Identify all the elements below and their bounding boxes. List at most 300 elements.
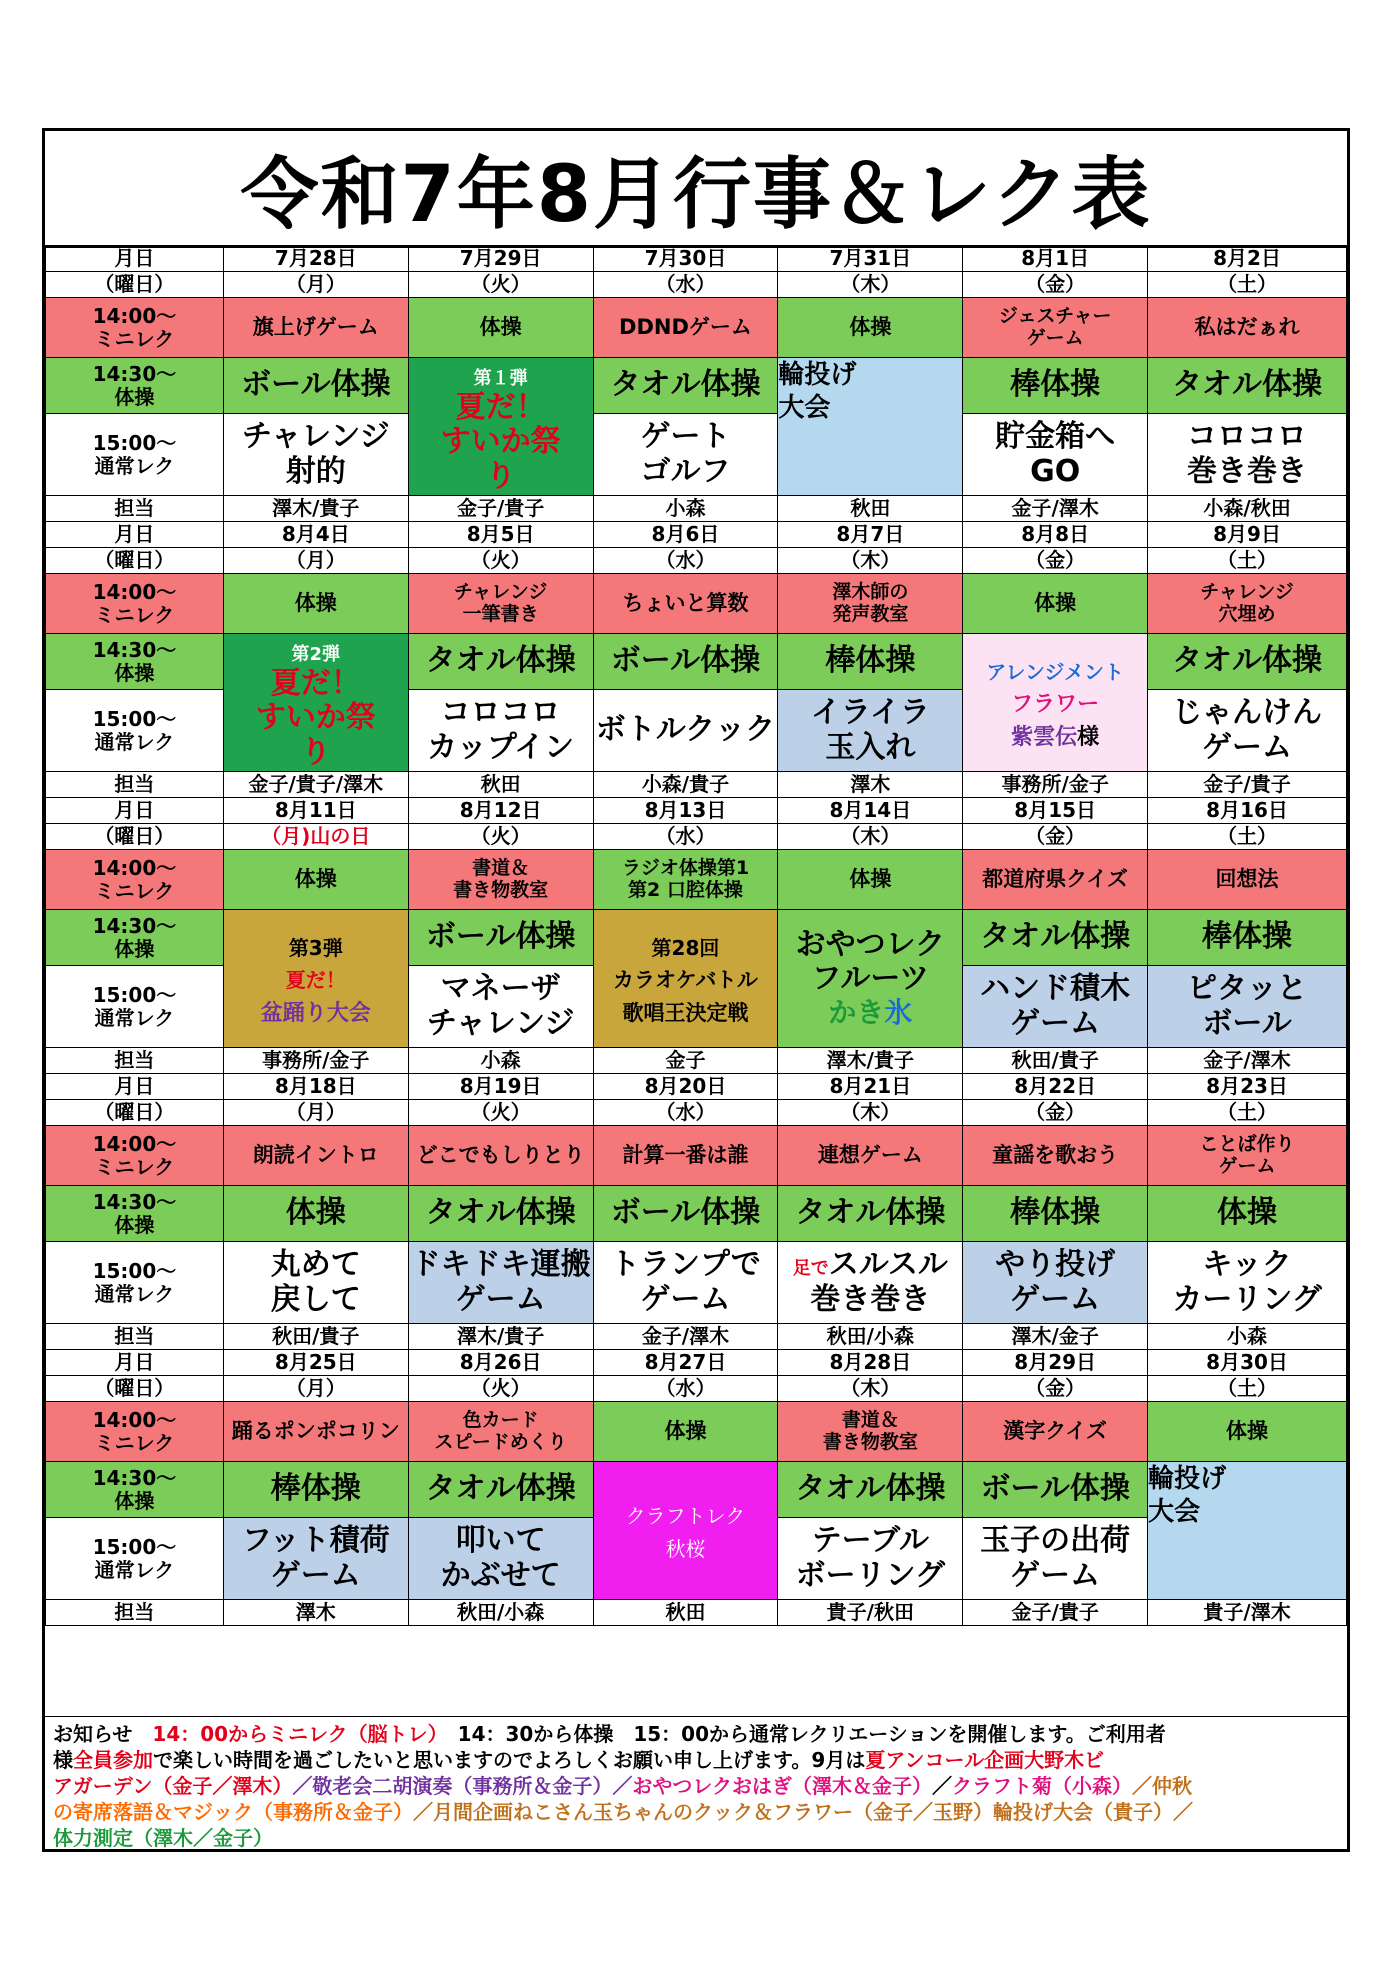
- cell-text: ボトルクック: [595, 712, 776, 748]
- schedule-cell: [963, 246, 1148, 272]
- cell-text: チャレンジ 射的: [241, 419, 390, 489]
- schedule-cell: [408, 1048, 593, 1074]
- cell-text: 7月30日: [644, 246, 727, 270]
- cell-text: 輪投げ 大会: [1148, 1464, 1227, 1527]
- cell-text: （火）: [470, 272, 531, 296]
- schedule-cell: [963, 1074, 1148, 1100]
- schedule-cell: [408, 966, 593, 1048]
- row-label: [46, 548, 224, 574]
- schedule-row: [46, 548, 1347, 574]
- schedule-cell: [223, 246, 408, 272]
- schedule-cell: [1148, 246, 1347, 272]
- cell-text: ボール体操: [980, 1471, 1130, 1507]
- cell-text: かき: [828, 995, 885, 1029]
- schedule-row: [46, 522, 1347, 548]
- row-label: [46, 824, 224, 850]
- cell-text: 体操: [294, 867, 337, 892]
- cell-text: （水）: [655, 824, 716, 848]
- cell-text: タオル体操: [980, 919, 1131, 955]
- schedule-cell: [408, 1242, 593, 1324]
- schedule-cell: [223, 798, 408, 824]
- schedule-cell: [963, 798, 1148, 824]
- schedule-cell: [778, 1518, 963, 1600]
- cell-text: 8月30日: [1206, 1350, 1288, 1374]
- cell-text: （曜日）: [94, 1100, 175, 1124]
- row-label: [46, 1402, 224, 1462]
- schedule-row: [46, 1462, 1347, 1518]
- cell-text: おやつレク: [795, 926, 946, 962]
- cell-text: 14:30～ 体操: [92, 913, 177, 961]
- cell-text: 14:30～ 体操: [92, 1189, 177, 1237]
- cell-text: （水）: [655, 1376, 716, 1400]
- schedule-cell: [1148, 910, 1347, 966]
- schedule-row: [46, 1100, 1347, 1126]
- cell-text: （土）: [1217, 548, 1278, 572]
- schedule-cell: [223, 522, 408, 548]
- cell-text: じゃんけん ゲーム: [1172, 695, 1323, 765]
- cell-text: やり投げ ゲーム: [995, 1247, 1116, 1317]
- cell-text: 書道＆ 書き物教室: [453, 856, 549, 901]
- cell-text: 澤木/金子: [1011, 1324, 1099, 1348]
- cell-text: 氷: [884, 995, 913, 1029]
- cell-text: 棒体操: [825, 643, 916, 679]
- notice-text: 夏アンコール企画大野木ビ: [865, 1748, 1105, 1772]
- cell-text: 14:00～ ミニレク: [92, 855, 177, 903]
- schedule-cell: [778, 1324, 963, 1350]
- cell-text: 都道府県クイズ: [982, 867, 1129, 892]
- cell-text: マネーザ チャレンジ: [426, 971, 575, 1041]
- cell-text: 体操: [479, 315, 522, 340]
- notice-text: 14：30から体操 15：00から通常レクリエーションを開催します。ご利用者: [437, 1722, 1166, 1746]
- cell-text: （水）: [655, 272, 716, 296]
- cell-text: 旗上げゲーム: [252, 315, 379, 340]
- schedule-row: [46, 798, 1347, 824]
- cell-text: 15:00～ 通常レク: [92, 982, 177, 1030]
- notice-text: の寄席落語＆マジック（事務所＆金子）: [53, 1800, 413, 1824]
- notice-text: ／敬老会二胡演奏（事務所＆金子）／: [292, 1774, 633, 1798]
- schedule-cell: [408, 358, 593, 496]
- cell-text: 漢字クイズ: [1003, 1419, 1108, 1444]
- cell-text: （月）: [285, 1100, 346, 1124]
- schedule-cell: [223, 772, 408, 798]
- cell-text: 澤木: [295, 1600, 336, 1624]
- cell-text: （火）: [470, 1100, 531, 1124]
- cell-text: 担当: [114, 1324, 155, 1348]
- schedule-cell: [1148, 690, 1347, 772]
- schedule-cell: [223, 1402, 408, 1462]
- cell-text: 秋田: [665, 1600, 706, 1624]
- schedule-cell: [778, 690, 963, 772]
- notice-text: ／: [932, 1774, 953, 1798]
- cell-text: 金子/澤木: [1011, 496, 1099, 520]
- notice-text: 体力測定（澤木／金子）: [53, 1826, 273, 1850]
- schedule-cell: [593, 358, 778, 414]
- schedule-cell: [963, 1048, 1148, 1074]
- schedule-cell: [408, 246, 593, 272]
- schedule-row: [46, 1048, 1347, 1074]
- cell-text: 朗読イントロ: [252, 1143, 379, 1168]
- schedule-cell: [408, 1324, 593, 1350]
- cell-text: 体操: [294, 591, 337, 616]
- schedule-cell: [223, 1048, 408, 1074]
- schedule-cell: [963, 1402, 1148, 1462]
- schedule-cell: [223, 1186, 408, 1242]
- schedule-cell: [1148, 798, 1347, 824]
- cell-text: 15:00～ 通常レク: [92, 1534, 177, 1582]
- cell-text: コロコロ カップイン: [427, 695, 575, 765]
- cell-text: 8月21日: [829, 1074, 912, 1098]
- cell-text: （土）: [1217, 824, 1278, 848]
- schedule-cell: [408, 824, 593, 850]
- row-label: [46, 1126, 224, 1186]
- schedule-cell: [223, 1324, 408, 1350]
- schedule-row: [46, 850, 1347, 910]
- schedule-cell: [778, 1126, 963, 1186]
- cell-text: DDNDゲーム: [619, 315, 752, 340]
- cell-text: フラワー: [1011, 692, 1100, 718]
- notice-text: 全員参加: [73, 1748, 153, 1772]
- cell-text: 月日: [114, 1350, 155, 1374]
- schedule-cell: [963, 1462, 1148, 1518]
- cell-text: 回想法: [1215, 867, 1279, 892]
- cell-text: 輪投げ 大会: [778, 360, 857, 423]
- row-label: [46, 574, 224, 634]
- schedule-cell: [593, 298, 778, 358]
- cell-text: 秋田/貴子: [272, 1324, 360, 1348]
- cell-text: キック カーリング: [1172, 1247, 1322, 1317]
- cell-text: 8月9日: [1213, 522, 1281, 546]
- schedule-cell: [593, 634, 778, 690]
- cell-text: ボール体操: [610, 643, 761, 679]
- cell-text: タオル体操: [1172, 367, 1323, 403]
- cell-text: タオル体操: [795, 1471, 946, 1507]
- schedule-cell: [223, 1242, 408, 1324]
- cell-text: （月)山の日: [261, 824, 371, 848]
- cell-text: ピタッと ボール: [1187, 971, 1308, 1041]
- cell-text: 14:00～ ミニレク: [92, 303, 177, 351]
- schedule-cell: [778, 496, 963, 522]
- cell-text: （木）: [840, 824, 901, 848]
- schedule-cell: [593, 414, 778, 496]
- schedule-cell: [593, 1126, 778, 1186]
- cell-text: （火）: [470, 1376, 531, 1400]
- schedule-cell: [1148, 1462, 1347, 1600]
- cell-text: （木）: [840, 1100, 901, 1124]
- row-label: [46, 690, 224, 772]
- schedule-cell: [963, 414, 1148, 496]
- cell-text: 玉子の出荷 ゲーム: [980, 1523, 1131, 1593]
- schedule-cell: [1148, 1126, 1347, 1186]
- cell-text: （水）: [655, 548, 716, 572]
- cell-text: 8月19日: [459, 1074, 542, 1098]
- cell-text: 叩いて かぶせて: [440, 1523, 561, 1593]
- schedule-cell: [778, 1402, 963, 1462]
- schedule-cell: [408, 798, 593, 824]
- cell-text: ことば作り ゲーム: [1199, 1132, 1295, 1177]
- schedule-cell: [593, 1242, 778, 1324]
- cell-text: 第１弾: [473, 367, 528, 389]
- row-label: [46, 414, 224, 496]
- schedule-cell: [593, 1376, 778, 1402]
- cell-text: 体操: [1217, 1195, 1278, 1231]
- cell-text: 金子/貴子/澤木: [248, 772, 384, 796]
- schedule-cell: [408, 1100, 593, 1126]
- row-label: [46, 634, 224, 690]
- cell-text: タオル体操: [610, 367, 761, 403]
- row-label: [46, 272, 224, 298]
- schedule-cell: [223, 548, 408, 574]
- schedule-cell: [1148, 358, 1347, 414]
- schedule-cell: [593, 574, 778, 634]
- schedule-cell: [593, 1402, 778, 1462]
- cell-text: 体操: [1034, 591, 1077, 616]
- cell-text: 14:00～ ミニレク: [92, 1131, 177, 1179]
- row-label: [46, 1518, 224, 1600]
- schedule-cell: [223, 824, 408, 850]
- schedule-cell: [593, 1324, 778, 1350]
- schedule-cell: [408, 1376, 593, 1402]
- cell-text: アレンジメント: [986, 660, 1124, 685]
- cell-text: 8月6日: [651, 522, 720, 546]
- schedule-cell: [593, 1048, 778, 1074]
- schedule-row: [46, 910, 1347, 966]
- cell-text: 8月29日: [1014, 1350, 1097, 1374]
- cell-text: （金）: [1025, 1376, 1086, 1400]
- notice-text: お知らせ: [53, 1722, 153, 1746]
- cell-text: （土）: [1217, 1100, 1278, 1124]
- cell-text: どこでもしりとり: [416, 1143, 585, 1168]
- schedule-cell: [1148, 1074, 1347, 1100]
- cell-text: 8月4日: [281, 522, 350, 546]
- schedule-cell: [1148, 414, 1347, 496]
- schedule-row: [46, 772, 1347, 798]
- cell-text: 8月28日: [829, 1350, 912, 1374]
- cell-text: （月）: [285, 272, 346, 296]
- cell-text: 小森: [665, 496, 706, 520]
- cell-text: 金子/澤木: [641, 1324, 730, 1348]
- schedule-cell: [963, 522, 1148, 548]
- row-label: [46, 910, 224, 966]
- cell-text: フット積荷 ゲーム: [241, 1523, 390, 1593]
- cell-text: 8月15日: [1014, 798, 1097, 822]
- cell-text: 足で: [792, 1258, 829, 1279]
- schedule-cell: [963, 634, 1148, 772]
- cell-text: 夏だ！ すいか祭 り: [255, 665, 376, 770]
- cell-text: 金子/貴子: [456, 496, 545, 520]
- cell-text: 秋田/小森: [826, 1324, 914, 1348]
- schedule-cell: [408, 1518, 593, 1600]
- schedule-cell: [778, 1048, 963, 1074]
- row-label: [46, 1600, 224, 1626]
- schedule-row: [46, 1074, 1347, 1100]
- schedule-cell: [408, 634, 593, 690]
- row-label: [46, 1376, 224, 1402]
- row-label: [46, 1350, 224, 1376]
- row-label: [46, 772, 224, 798]
- cell-text: 月日: [114, 1074, 155, 1098]
- cell-text: （火）: [470, 824, 531, 848]
- cell-text: イライラ 玉入れ: [810, 695, 930, 765]
- schedule-cell: [778, 1600, 963, 1626]
- cell-text: ボール体操: [425, 919, 576, 955]
- schedule-cell: [1148, 298, 1347, 358]
- cell-text: 第3弾: [288, 936, 343, 961]
- cell-text: 丸めて 戻して: [270, 1247, 361, 1317]
- cell-text: 7月31日: [829, 246, 912, 270]
- cell-text: 8月13日: [644, 798, 727, 822]
- schedule-cell: [408, 272, 593, 298]
- row-label: [46, 522, 224, 548]
- cell-text: 第2弾: [291, 643, 341, 665]
- cell-text: （金）: [1025, 824, 1086, 848]
- cell-text: 15:00～ 通常レク: [92, 706, 177, 754]
- schedule-cell: [593, 850, 778, 910]
- cell-text: 体操: [664, 1419, 707, 1444]
- schedule-cell: [223, 910, 408, 1048]
- cell-text: 澤木: [850, 772, 891, 796]
- cell-text: 金子/澤木: [1203, 1048, 1291, 1072]
- schedule-cell: [778, 1350, 963, 1376]
- cell-text: （土）: [1217, 1376, 1278, 1400]
- schedule-cell: [408, 1402, 593, 1462]
- row-label: [46, 1074, 224, 1100]
- schedule-cell: [778, 574, 963, 634]
- cell-text: 私はだぁれ: [1194, 315, 1300, 340]
- cell-text: 体操: [849, 867, 892, 892]
- cell-text: 秋田: [480, 772, 521, 796]
- schedule-cell: [963, 358, 1148, 414]
- schedule-cell: [1148, 1048, 1347, 1074]
- cell-text: 8月14日: [829, 798, 912, 822]
- cell-text: （金）: [1025, 1100, 1086, 1124]
- schedule-cell: [963, 910, 1148, 966]
- schedule-row: [46, 574, 1347, 634]
- cell-text: 夏だ！: [285, 968, 346, 993]
- cell-text: 14:30～ 体操: [92, 1465, 177, 1513]
- schedule-cell: [1148, 1100, 1347, 1126]
- schedule-frame: [42, 128, 1350, 1852]
- cell-text: クラフトレク 秋桜: [625, 1504, 746, 1561]
- cell-text: 計算一番は誰: [622, 1143, 749, 1168]
- schedule-row: [46, 1376, 1347, 1402]
- cell-text: 8月27日: [644, 1350, 727, 1374]
- schedule-row: [46, 298, 1347, 358]
- schedule-cell: [963, 1600, 1148, 1626]
- schedule-cell: [223, 634, 408, 772]
- cell-text: （金）: [1025, 548, 1086, 572]
- schedule-cell: [593, 798, 778, 824]
- cell-text: タオル体操: [425, 643, 576, 679]
- schedule-cell: [1148, 522, 1347, 548]
- cell-text: ラジオ体操第1 第2 口腔体操: [621, 856, 750, 901]
- cell-text: 月日: [114, 522, 155, 546]
- cell-text: スルスル 巻き巻き: [810, 1247, 948, 1317]
- cell-text: 棒体操: [1202, 919, 1293, 955]
- schedule-cell: [1148, 1600, 1347, 1626]
- cell-text: 事務所/金子: [1001, 772, 1109, 796]
- cell-text: 秋田/小森: [456, 1600, 545, 1624]
- cell-text: 金子/貴子: [1203, 772, 1291, 796]
- cell-text: ボール体操: [241, 367, 391, 403]
- cell-text: 棒体操: [270, 1471, 361, 1507]
- schedule-cell: [1148, 824, 1347, 850]
- schedule-cell: [408, 298, 593, 358]
- row-label: [46, 1186, 224, 1242]
- cell-text: 14:30～ 体操: [92, 637, 177, 685]
- schedule-cell: [593, 772, 778, 798]
- cell-text: 8月20日: [644, 1074, 727, 1098]
- schedule-cell: [778, 1376, 963, 1402]
- schedule-cell: [408, 1462, 593, 1518]
- schedule-cell: [963, 1324, 1148, 1350]
- cell-text: コロコロ 巻き巻き: [1187, 419, 1308, 489]
- schedule-cell: [593, 246, 778, 272]
- schedule-cell: [963, 1186, 1148, 1242]
- row-label: [46, 798, 224, 824]
- schedule-cell: [963, 1242, 1148, 1324]
- schedule-cell: [593, 910, 778, 1048]
- cell-text: （木）: [840, 272, 901, 296]
- schedule-cell: [1148, 496, 1347, 522]
- schedule-row: [46, 1600, 1347, 1626]
- schedule-cell: [778, 772, 963, 798]
- schedule-cell: [593, 1350, 778, 1376]
- cell-text: 担当: [114, 496, 155, 520]
- schedule-row: [46, 824, 1347, 850]
- schedule-cell: [593, 1100, 778, 1126]
- cell-text: 澤木/貴子: [826, 1048, 914, 1072]
- schedule-cell: [408, 574, 593, 634]
- schedule-row: [46, 1350, 1347, 1376]
- schedule-cell: [778, 1242, 963, 1324]
- schedule-cell: [408, 772, 593, 798]
- schedule-cell: [1148, 850, 1347, 910]
- cell-text: 貴子/秋田: [826, 1600, 914, 1624]
- cell-text: 月日: [114, 798, 155, 822]
- cell-text: 小森: [480, 1048, 521, 1072]
- schedule-cell: [408, 1126, 593, 1186]
- schedule-cell: [1148, 966, 1347, 1048]
- cell-text: 秋田/貴子: [1011, 1048, 1099, 1072]
- schedule-cell: [1148, 1350, 1347, 1376]
- cell-text: （木）: [840, 1376, 901, 1400]
- cell-text: 秋田: [850, 496, 891, 520]
- cell-text: 8月8日: [1021, 522, 1090, 546]
- cell-text: テーブル ボーリング: [795, 1523, 946, 1593]
- cell-text: 15:00～ 通常レク: [92, 1258, 177, 1306]
- cell-text: 貴子/澤木: [1203, 1600, 1291, 1624]
- schedule-cell: [963, 272, 1148, 298]
- cell-text: チャレンジ 穴埋め: [1200, 580, 1294, 625]
- cell-text: 8月12日: [459, 798, 542, 822]
- cell-text: 夏だ！ すいか祭 り: [440, 389, 561, 494]
- schedule-cell: [1148, 1186, 1347, 1242]
- cell-text: 棒体操: [1010, 1195, 1101, 1231]
- schedule-cell: [778, 910, 963, 1048]
- schedule-cell: [778, 272, 963, 298]
- schedule-cell: [1148, 1242, 1347, 1324]
- schedule-row: [46, 358, 1347, 414]
- cell-text: トランプで ゲーム: [610, 1247, 761, 1317]
- schedule-cell: [963, 850, 1148, 910]
- cell-text: （曜日）: [94, 272, 175, 296]
- schedule-cell: [593, 496, 778, 522]
- row-label: [46, 496, 224, 522]
- notice-text: ／仲秋: [1132, 1774, 1193, 1798]
- schedule-cell: [1148, 1402, 1347, 1462]
- cell-text: （水）: [655, 1100, 716, 1124]
- cell-text: 8月25日: [274, 1350, 357, 1374]
